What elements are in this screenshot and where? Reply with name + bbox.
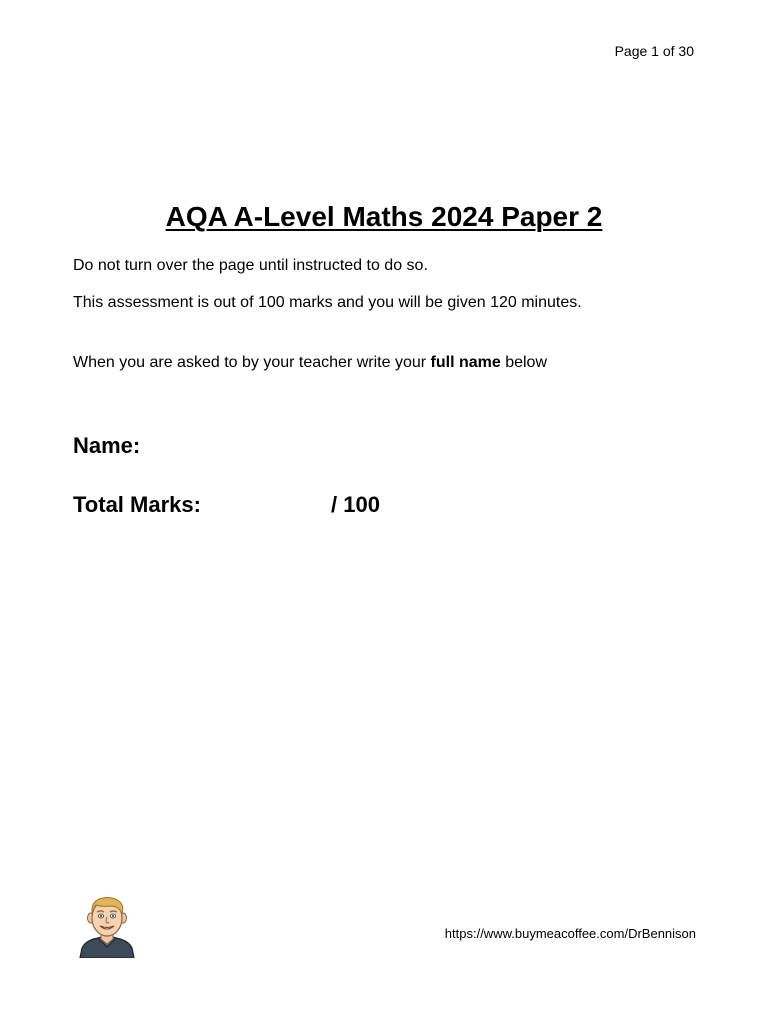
buymeacoffee-link[interactable]: https://www.buymeacoffee.com/DrBennison — [444, 926, 696, 941]
full-name-emphasis: full name — [430, 354, 501, 371]
total-marks-out-of: / 100 — [331, 492, 380, 517]
instruction-text-3-start: When you are asked to by your teacher write your — [73, 354, 431, 371]
instruction-text-3-end: below — [500, 354, 547, 371]
name-label: Name: — [73, 433, 141, 458]
document-title: AQA A-Level Maths 2024 Paper 2 — [165, 201, 603, 232]
cartoon-avatar-icon — [76, 894, 138, 958]
page-number: Page 1 of 30 — [614, 43, 694, 59]
instruction-text-1: Do not turn over the page until instructed to do so. — [73, 257, 428, 274]
instruction-text-2: This assessment is out of 100 marks and you will be given 120 minutes. — [73, 294, 582, 311]
total-marks-label: Total Marks: — [73, 492, 201, 517]
instruction-text-3 — [73, 353, 547, 372]
